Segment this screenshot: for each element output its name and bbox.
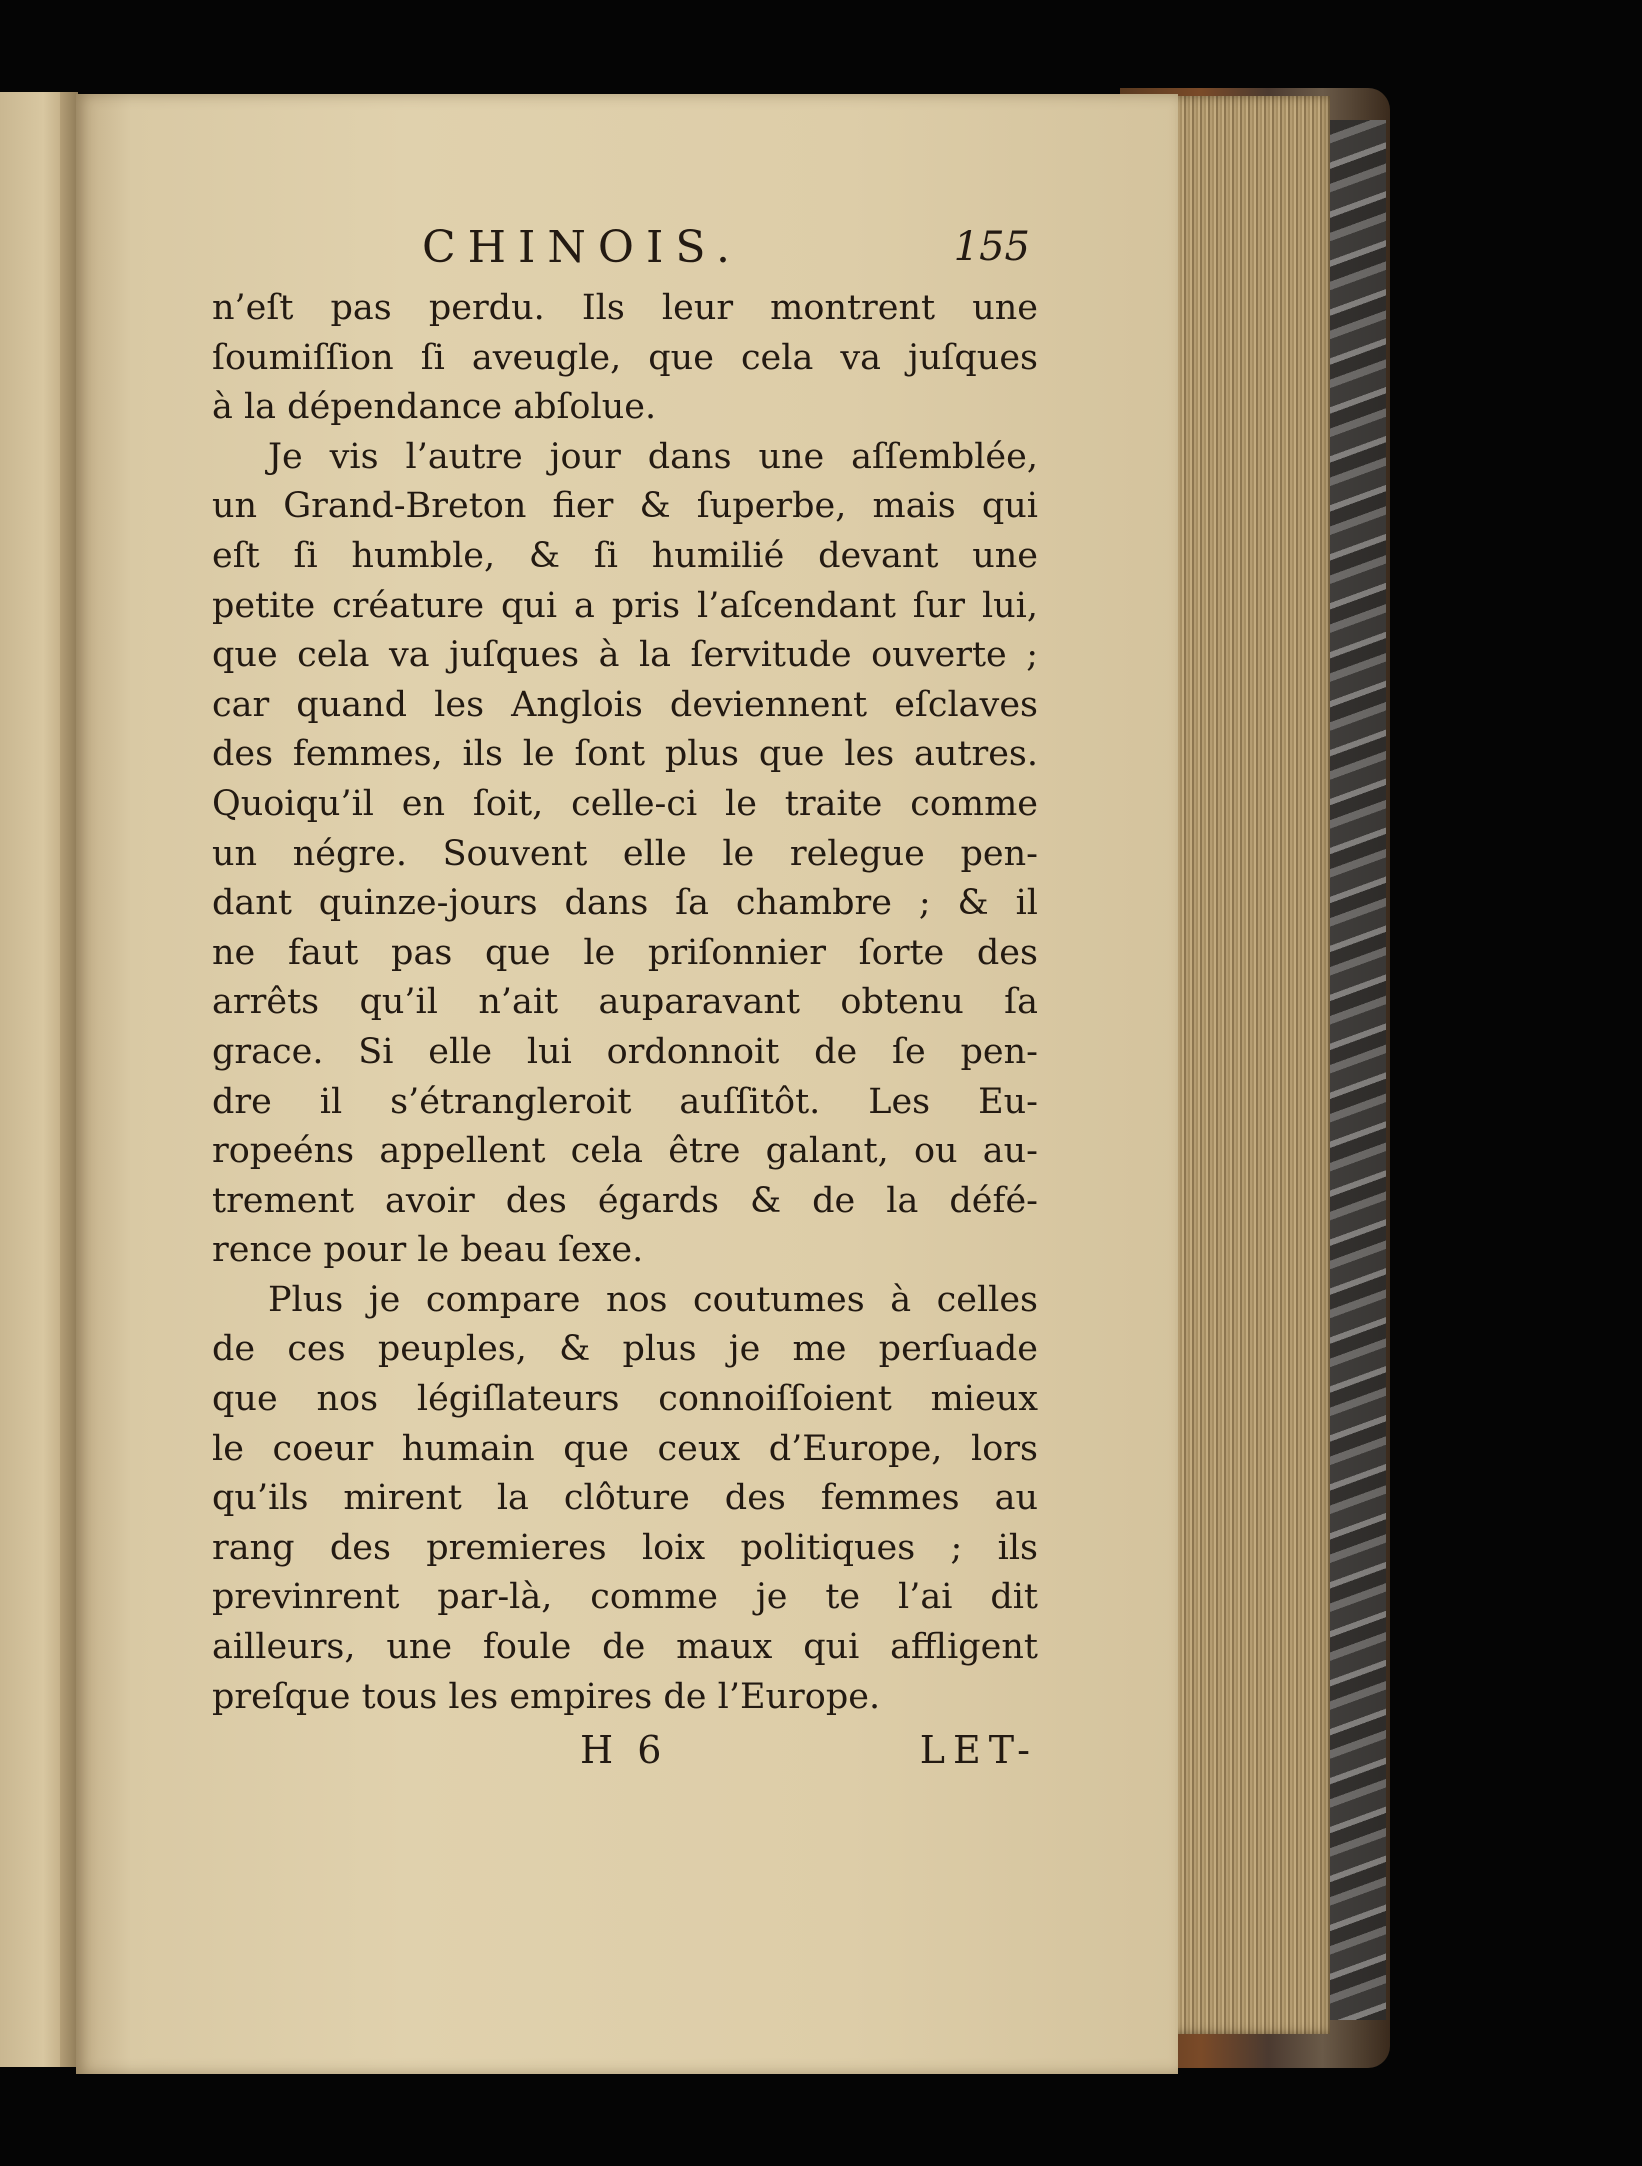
text-line: à la dépendance abſolue. (212, 387, 657, 428)
text-line: le coeur humain que ceux d’Europe, lors (212, 1428, 1038, 1469)
text-line: rang des premieres loix politiques ; ils (212, 1527, 1038, 1568)
text-line: que nos légiſlateurs connoiſſoient mieux (212, 1379, 1038, 1420)
text-line: ſoumiſſion ſi aveugle, que cela va juſques (212, 337, 1038, 378)
page-block-edge (1168, 96, 1330, 2034)
page-text (212, 222, 1038, 1782)
text-line: car quand les Anglois deviennent eſclaves (212, 684, 1038, 725)
text-line: ne faut pas que le priſonnier ſorte des (212, 932, 1038, 973)
text-line: ailleurs, une foule de maux qui affligent (212, 1627, 1038, 1668)
text-line: un Grand-Breton fier & ſuperbe, mais qui (212, 486, 1038, 527)
signature-mark: H 6 (580, 1728, 668, 1773)
text-line: rence pour le beau ſexe. (212, 1230, 644, 1271)
text-line: Quoiqu’il en ſoit, celle-ci le traite comme (212, 783, 1038, 824)
text-line: trement avoir des égards & de la défé- (212, 1180, 1038, 1221)
text-line: previnrent par-là, comme je te l’ai dit (212, 1577, 1038, 1618)
text-line: des femmes, ils le ſont plus que les autres. (212, 734, 1038, 775)
text-line: grace. Si elle lui ordonnoit de ſe pen- (212, 1031, 1038, 1072)
text-line: ropeéns appellent cela être galant, ou au- (212, 1131, 1038, 1172)
page-footer (212, 1726, 1038, 1782)
text-line: de ces peuples, & plus je me perſuade (212, 1329, 1038, 1370)
text-line: petite créature qui a pris l’aſcendant ſur lui, (212, 585, 1038, 626)
text-line: Je vis l’autre jour dans une aſſemblée, (268, 436, 1038, 477)
text-line: eſt ſi humble, & ſi humilié devant une (212, 535, 1038, 576)
text-line: dre il s’étrangleroit auſſitôt. Les Eu- (212, 1081, 1038, 1122)
text-line: que cela va juſques à la ſervitude ouverte ; (212, 635, 1038, 676)
text-line: arrêts qu’il n’ait auparavant obtenu ſa (212, 982, 1038, 1023)
text-line: dant quinze-jours dans ſa chambre ; & il (212, 883, 1038, 924)
text-line: un négre. Souvent elle le relegue pen- (212, 833, 1038, 874)
text-line: Plus je compare nos coutumes à celles (268, 1279, 1038, 1320)
catchword: LET- (919, 1728, 1038, 1773)
page-header (212, 222, 1038, 284)
text-line: n’eſt pas perdu. Ils leur montrent une (212, 288, 1038, 328)
running-title: CHINOIS. (422, 222, 742, 273)
marbled-board (1330, 120, 1386, 2020)
text-line: preſque tous les empires de l’Europe. (212, 1676, 881, 1717)
text-line: qu’ils mirent la clôture des femmes au (212, 1478, 1038, 1519)
page-number: 155 (953, 224, 1030, 270)
